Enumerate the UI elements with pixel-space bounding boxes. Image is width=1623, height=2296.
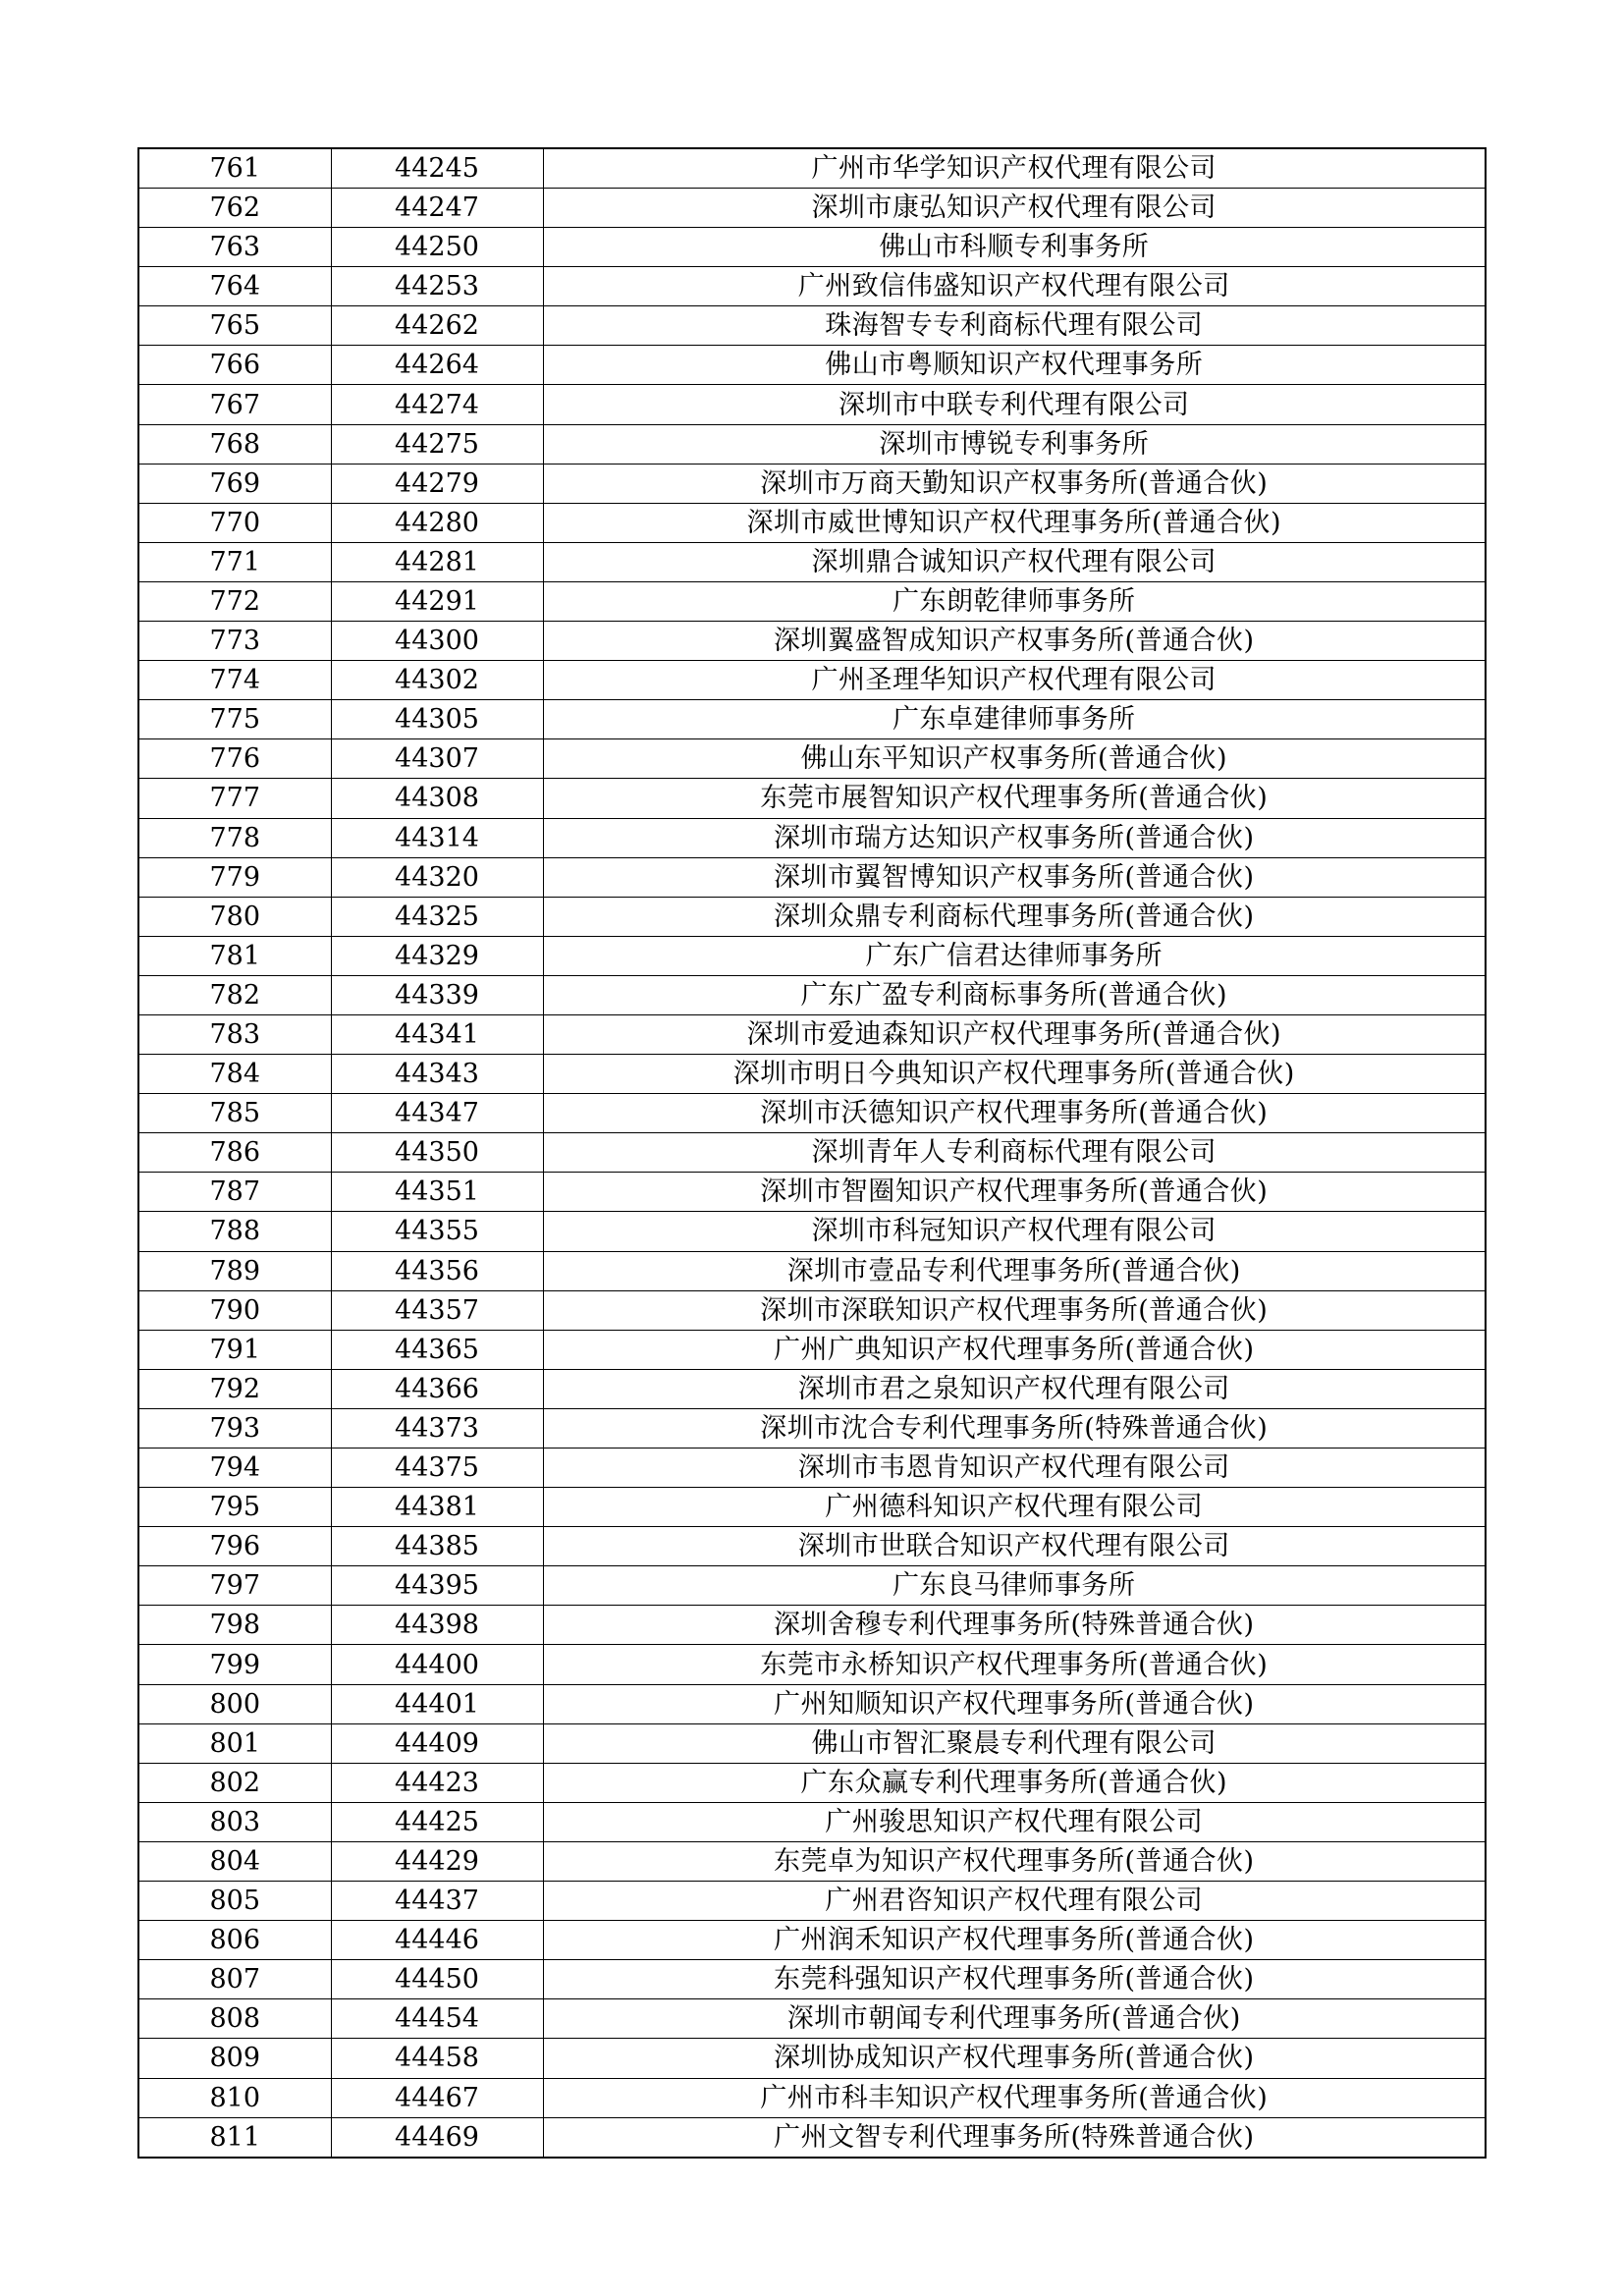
agency-name-cell: 深圳市沃德知识产权代理事务所(普通合伙) — [543, 1094, 1486, 1133]
table-row — [138, 189, 1486, 228]
agency-code-cell: 44429 — [331, 1841, 543, 1881]
agency-code-cell: 44339 — [331, 975, 543, 1014]
agency-code-cell: 44458 — [331, 2039, 543, 2078]
table-row — [138, 385, 1486, 424]
agency-table — [137, 147, 1487, 2159]
agency-name-cell: 广东卓建律师事务所 — [543, 700, 1486, 739]
table-row — [138, 1094, 1486, 1133]
agency-list-page — [137, 147, 1485, 2159]
agency-name-cell: 广州广典知识产权代理事务所(普通合伙) — [543, 1330, 1486, 1369]
row-number-cell: 804 — [138, 1841, 331, 1881]
table-row — [138, 1173, 1486, 1212]
row-number-cell: 781 — [138, 936, 331, 975]
agency-name-cell: 广东广盈专利商标事务所(普通合伙) — [543, 975, 1486, 1014]
agency-code-cell: 44314 — [331, 818, 543, 857]
agency-code-cell: 44409 — [331, 1723, 543, 1763]
row-number-cell: 786 — [138, 1133, 331, 1173]
agency-code-cell: 44308 — [331, 779, 543, 818]
agency-name-cell: 广州市科丰知识产权代理事务所(普通合伙) — [543, 2078, 1486, 2117]
table-row — [138, 779, 1486, 818]
row-number-cell: 797 — [138, 1566, 331, 1606]
table-row — [138, 1449, 1486, 1488]
row-number-cell: 799 — [138, 1645, 331, 1684]
agency-code-cell: 44375 — [331, 1449, 543, 1488]
agency-code-cell: 44425 — [331, 1802, 543, 1841]
table-row — [138, 1841, 1486, 1881]
row-number-cell: 811 — [138, 2117, 331, 2158]
row-number-cell: 794 — [138, 1449, 331, 1488]
row-number-cell: 763 — [138, 228, 331, 267]
agency-code-cell: 44366 — [331, 1369, 543, 1408]
table-row — [138, 1566, 1486, 1606]
table-row — [138, 936, 1486, 975]
row-number-cell: 809 — [138, 2039, 331, 2078]
row-number-cell: 783 — [138, 1014, 331, 1054]
agency-name-cell: 佛山东平知识产权事务所(普通合伙) — [543, 739, 1486, 779]
row-number-cell: 765 — [138, 306, 331, 346]
table-row — [138, 975, 1486, 1014]
table-row — [138, 346, 1486, 385]
table-row — [138, 857, 1486, 897]
agency-name-cell: 东莞科强知识产权代理事务所(普通合伙) — [543, 1960, 1486, 1999]
table-row — [138, 1212, 1486, 1251]
agency-name-cell: 广州圣理华知识产权代理有限公司 — [543, 661, 1486, 700]
agency-code-cell: 44253 — [331, 267, 543, 306]
agency-code-cell: 44373 — [331, 1408, 543, 1448]
agency-name-cell: 深圳市万商天勤知识产权事务所(普通合伙) — [543, 464, 1486, 503]
table-row — [138, 1763, 1486, 1802]
row-number-cell: 775 — [138, 700, 331, 739]
agency-name-cell: 深圳青年人专利商标代理有限公司 — [543, 1133, 1486, 1173]
agency-table-body — [138, 148, 1486, 2158]
row-number-cell: 789 — [138, 1251, 331, 1290]
agency-name-cell: 深圳市明日今典知识产权代理事务所(普通合伙) — [543, 1055, 1486, 1094]
row-number-cell: 800 — [138, 1684, 331, 1723]
agency-code-cell: 44300 — [331, 622, 543, 661]
agency-code-cell: 44302 — [331, 661, 543, 700]
agency-name-cell: 深圳市威世博知识产权代理事务所(普通合伙) — [543, 503, 1486, 542]
agency-code-cell: 44446 — [331, 1921, 543, 1960]
table-row — [138, 1802, 1486, 1841]
row-number-cell: 764 — [138, 267, 331, 306]
agency-name-cell: 深圳市世联合知识产权代理有限公司 — [543, 1527, 1486, 1566]
agency-name-cell: 广州君咨知识产权代理有限公司 — [543, 1882, 1486, 1921]
table-row — [138, 622, 1486, 661]
agency-code-cell: 44343 — [331, 1055, 543, 1094]
agency-code-cell: 44245 — [331, 148, 543, 189]
agency-code-cell: 44247 — [331, 189, 543, 228]
agency-code-cell: 44423 — [331, 1763, 543, 1802]
table-row — [138, 267, 1486, 306]
agency-code-cell: 44357 — [331, 1290, 543, 1330]
agency-name-cell: 佛山市科顺专利事务所 — [543, 228, 1486, 267]
agency-name-cell: 广州市华学知识产权代理有限公司 — [543, 148, 1486, 189]
agency-name-cell: 广州致信伟盛知识产权代理有限公司 — [543, 267, 1486, 306]
table-row — [138, 1290, 1486, 1330]
agency-name-cell: 深圳鼎合诚知识产权代理有限公司 — [543, 542, 1486, 581]
agency-code-cell: 44355 — [331, 1212, 543, 1251]
row-number-cell: 774 — [138, 661, 331, 700]
agency-name-cell: 深圳市沈合专利代理事务所(特殊普通合伙) — [543, 1408, 1486, 1448]
row-number-cell: 807 — [138, 1960, 331, 1999]
table-row — [138, 1606, 1486, 1645]
row-number-cell: 803 — [138, 1802, 331, 1841]
agency-code-cell: 44450 — [331, 1960, 543, 1999]
agency-code-cell: 44341 — [331, 1014, 543, 1054]
agency-code-cell: 44250 — [331, 228, 543, 267]
agency-code-cell: 44395 — [331, 1566, 543, 1606]
table-row — [138, 2078, 1486, 2117]
agency-name-cell: 深圳市深联知识产权代理事务所(普通合伙) — [543, 1290, 1486, 1330]
table-row — [138, 1014, 1486, 1054]
table-row — [138, 306, 1486, 346]
table-row — [138, 2117, 1486, 2158]
table-row — [138, 424, 1486, 464]
row-number-cell: 796 — [138, 1527, 331, 1566]
table-row — [138, 1055, 1486, 1094]
row-number-cell: 790 — [138, 1290, 331, 1330]
agency-name-cell: 广州德科知识产权代理有限公司 — [543, 1488, 1486, 1527]
agency-name-cell: 东莞卓为知识产权代理事务所(普通合伙) — [543, 1841, 1486, 1881]
agency-code-cell: 44385 — [331, 1527, 543, 1566]
table-row — [138, 700, 1486, 739]
agency-code-cell: 44454 — [331, 1999, 543, 2039]
agency-name-cell: 深圳市科冠知识产权代理有限公司 — [543, 1212, 1486, 1251]
agency-name-cell: 东莞市展智知识产权代理事务所(普通合伙) — [543, 779, 1486, 818]
agency-name-cell: 深圳翼盛智成知识产权事务所(普通合伙) — [543, 622, 1486, 661]
row-number-cell: 767 — [138, 385, 331, 424]
row-number-cell: 801 — [138, 1723, 331, 1763]
row-number-cell: 792 — [138, 1369, 331, 1408]
agency-name-cell: 佛山市智汇聚晨专利代理有限公司 — [543, 1723, 1486, 1763]
agency-name-cell: 广东广信君达律师事务所 — [543, 936, 1486, 975]
agency-code-cell: 44320 — [331, 857, 543, 897]
agency-code-cell: 44262 — [331, 306, 543, 346]
agency-code-cell: 44275 — [331, 424, 543, 464]
row-number-cell: 810 — [138, 2078, 331, 2117]
row-number-cell: 788 — [138, 1212, 331, 1251]
agency-code-cell: 44356 — [331, 1251, 543, 1290]
table-row — [138, 464, 1486, 503]
table-row — [138, 1999, 1486, 2039]
agency-code-cell: 44291 — [331, 581, 543, 621]
row-number-cell: 798 — [138, 1606, 331, 1645]
row-number-cell: 793 — [138, 1408, 331, 1448]
table-row — [138, 897, 1486, 936]
table-row — [138, 739, 1486, 779]
agency-name-cell: 深圳众鼎专利商标代理事务所(普通合伙) — [543, 897, 1486, 936]
agency-name-cell: 广东众赢专利代理事务所(普通合伙) — [543, 1763, 1486, 1802]
table-row — [138, 542, 1486, 581]
agency-code-cell: 44401 — [331, 1684, 543, 1723]
table-row — [138, 661, 1486, 700]
row-number-cell: 784 — [138, 1055, 331, 1094]
table-row — [138, 1251, 1486, 1290]
agency-name-cell: 深圳市壹品专利代理事务所(普通合伙) — [543, 1251, 1486, 1290]
agency-name-cell: 深圳市爱迪森知识产权代理事务所(普通合伙) — [543, 1014, 1486, 1054]
row-number-cell: 785 — [138, 1094, 331, 1133]
agency-name-cell: 东莞市永桥知识产权代理事务所(普通合伙) — [543, 1645, 1486, 1684]
agency-code-cell: 44365 — [331, 1330, 543, 1369]
agency-code-cell: 44325 — [331, 897, 543, 936]
row-number-cell: 780 — [138, 897, 331, 936]
row-number-cell: 776 — [138, 739, 331, 779]
table-row — [138, 148, 1486, 189]
row-number-cell: 805 — [138, 1882, 331, 1921]
row-number-cell: 771 — [138, 542, 331, 581]
row-number-cell: 766 — [138, 346, 331, 385]
row-number-cell: 769 — [138, 464, 331, 503]
table-row — [138, 1921, 1486, 1960]
agency-name-cell: 广州知顺知识产权代理事务所(普通合伙) — [543, 1684, 1486, 1723]
agency-code-cell: 44280 — [331, 503, 543, 542]
table-row — [138, 1684, 1486, 1723]
table-row — [138, 1330, 1486, 1369]
agency-name-cell: 深圳协成知识产权代理事务所(普通合伙) — [543, 2039, 1486, 2078]
row-number-cell: 795 — [138, 1488, 331, 1527]
agency-code-cell: 44329 — [331, 936, 543, 975]
agency-code-cell: 44281 — [331, 542, 543, 581]
row-number-cell: 777 — [138, 779, 331, 818]
row-number-cell: 762 — [138, 189, 331, 228]
agency-name-cell: 深圳市君之泉知识产权代理有限公司 — [543, 1369, 1486, 1408]
row-number-cell: 768 — [138, 424, 331, 464]
row-number-cell: 772 — [138, 581, 331, 621]
agency-name-cell: 广东朗乾律师事务所 — [543, 581, 1486, 621]
agency-code-cell: 44274 — [331, 385, 543, 424]
table-row — [138, 1723, 1486, 1763]
agency-name-cell: 广州文智专利代理事务所(特殊普通合伙) — [543, 2117, 1486, 2158]
agency-code-cell: 44307 — [331, 739, 543, 779]
table-row — [138, 1488, 1486, 1527]
agency-name-cell: 深圳市智圈知识产权代理事务所(普通合伙) — [543, 1173, 1486, 1212]
row-number-cell: 773 — [138, 622, 331, 661]
row-number-cell: 806 — [138, 1921, 331, 1960]
agency-name-cell: 深圳市瑞方达知识产权事务所(普通合伙) — [543, 818, 1486, 857]
table-row — [138, 1527, 1486, 1566]
row-number-cell: 779 — [138, 857, 331, 897]
row-number-cell: 791 — [138, 1330, 331, 1369]
agency-name-cell: 深圳市博锐专利事务所 — [543, 424, 1486, 464]
agency-code-cell: 44467 — [331, 2078, 543, 2117]
agency-name-cell: 广州润禾知识产权代理事务所(普通合伙) — [543, 1921, 1486, 1960]
table-row — [138, 581, 1486, 621]
agency-name-cell: 佛山市粤顺知识产权代理事务所 — [543, 346, 1486, 385]
agency-name-cell: 深圳市康弘知识产权代理有限公司 — [543, 189, 1486, 228]
agency-name-cell: 广州骏思知识产权代理有限公司 — [543, 1802, 1486, 1841]
table-row — [138, 1882, 1486, 1921]
row-number-cell: 808 — [138, 1999, 331, 2039]
table-row — [138, 1960, 1486, 1999]
row-number-cell: 761 — [138, 148, 331, 189]
table-row — [138, 818, 1486, 857]
table-row — [138, 503, 1486, 542]
row-number-cell: 770 — [138, 503, 331, 542]
row-number-cell: 778 — [138, 818, 331, 857]
table-row — [138, 1133, 1486, 1173]
row-number-cell: 802 — [138, 1763, 331, 1802]
agency-code-cell: 44400 — [331, 1645, 543, 1684]
table-row — [138, 1369, 1486, 1408]
row-number-cell: 782 — [138, 975, 331, 1014]
table-row — [138, 1645, 1486, 1684]
agency-code-cell: 44381 — [331, 1488, 543, 1527]
agency-code-cell: 44305 — [331, 700, 543, 739]
agency-code-cell: 44469 — [331, 2117, 543, 2158]
table-row — [138, 2039, 1486, 2078]
agency-code-cell: 44437 — [331, 1882, 543, 1921]
agency-name-cell: 深圳舍穆专利代理事务所(特殊普通合伙) — [543, 1606, 1486, 1645]
row-number-cell: 787 — [138, 1173, 331, 1212]
agency-name-cell: 深圳市朝闻专利代理事务所(普通合伙) — [543, 1999, 1486, 2039]
agency-code-cell: 44347 — [331, 1094, 543, 1133]
agency-code-cell: 44264 — [331, 346, 543, 385]
table-row — [138, 1408, 1486, 1448]
agency-name-cell: 深圳市翼智博知识产权事务所(普通合伙) — [543, 857, 1486, 897]
agency-code-cell: 44398 — [331, 1606, 543, 1645]
table-row — [138, 228, 1486, 267]
agency-name-cell: 珠海智专专利商标代理有限公司 — [543, 306, 1486, 346]
agency-name-cell: 广东良马律师事务所 — [543, 1566, 1486, 1606]
agency-name-cell: 深圳市韦恩肯知识产权代理有限公司 — [543, 1449, 1486, 1488]
agency-name-cell: 深圳市中联专利代理有限公司 — [543, 385, 1486, 424]
agency-code-cell: 44350 — [331, 1133, 543, 1173]
agency-code-cell: 44351 — [331, 1173, 543, 1212]
agency-code-cell: 44279 — [331, 464, 543, 503]
